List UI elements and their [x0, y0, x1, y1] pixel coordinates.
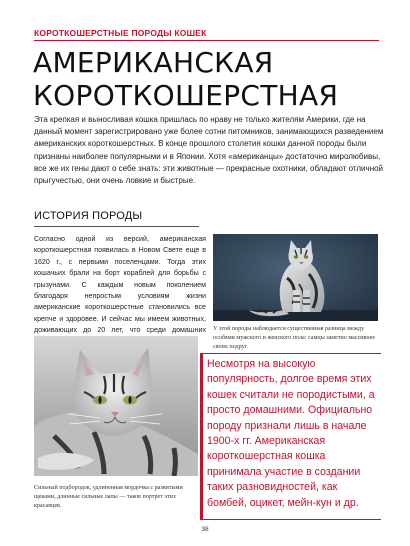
silver-tabby-cat-lying-icon [34, 336, 198, 476]
history-paragraph: Согласно одной из версий, американская короткошерстная появилась в Новом Свете еще в 1620 г., с первыми поселенцами. Тогда этих кошачьих брали на борт кораблей для борьбы с грызунами. С каждым новым поколением благодаря непростым условиям жизни американские короткошерстные становились все крепче и здоровее. И сейчас мы имеем животных, доживающих до 20 лет, что среди домашних [34, 235, 206, 335]
silver-tabby-cat-sitting-icon [213, 234, 378, 321]
photo-2-caption: Сильный подбородок, удлиненная мордочка с развитыми щеками, длинные сильные лапы — таков портрет этих красавцев. [34, 485, 183, 510]
section-tag: КОРОТКОШЕРСТНЫЕ ПОРОДЫ КОШЕК [34, 28, 207, 38]
article-title: АМЕРИКАНСКАЯ КОРОТКОШЕРСТНАЯ [33, 46, 339, 112]
pull-quote: Несмотря на высокую популярность, долгое время этих кошек считали не породистыми, а просто домашними. Официально породу признали лишь в начале 1900-х гг. Американская короткошерстная кошка принимала участие в создании таких разновидностей, как бомбей, оцикет, мейн-кун и др. [207, 358, 375, 509]
page-number: 38 [201, 526, 209, 533]
photo-1-caption: У этой породы наблюдается существенная разница между особями мужского и женского пола: самцы заметно массивнее своих подруг. [213, 326, 376, 351]
section-tag-rule [34, 40, 379, 41]
history-heading-rule [34, 226, 199, 227]
history-heading: ИСТОРИЯ ПОРОДЫ [34, 210, 143, 222]
intro-paragraph: Эта крепкая и выносливая кошка пришлась по нраву не только жителям Америки, где на данный момент зарегистрировано уже более сотни питомников, занимающихся разведением американских короткошерстных. В конце прошлого столетия кошки данной породы были признаны наиболее популярными и в Японии. Хотя «американцы» достаточно миролюбивы, все же их гены дают о себе знать: эти животные — прекрасные охотники, обладают отличной прыгучестью, они очень ловкие и быстрые. [34, 115, 384, 186]
